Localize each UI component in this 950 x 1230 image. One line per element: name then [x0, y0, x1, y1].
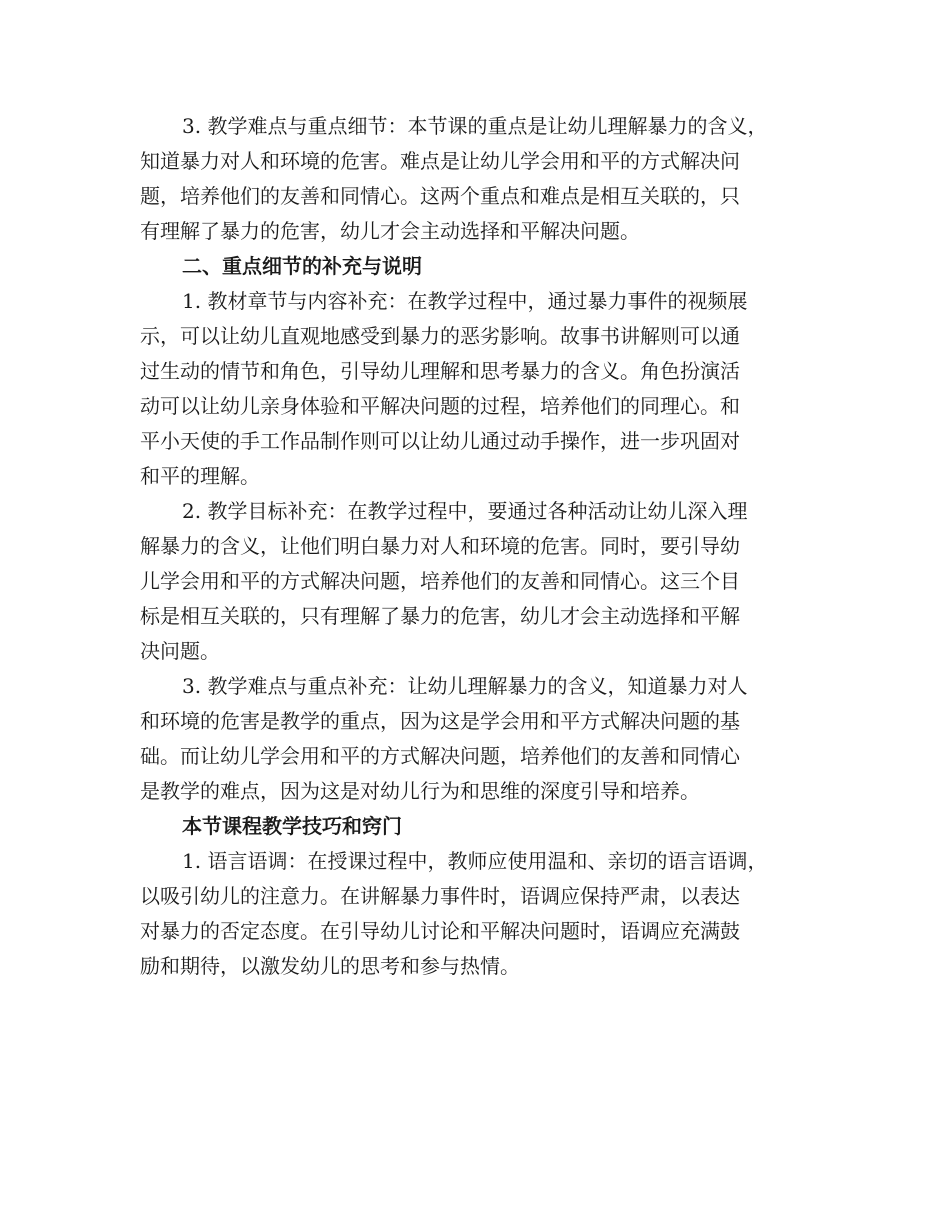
paragraph-materials-supplement: [140, 284, 816, 494]
paragraph-line: 标是相互关联的，只有理解了暴力的危害，幼儿才会主动选择和平解: [140, 604, 740, 628]
paragraph-line: 3. 教学难点与重点补充：让幼儿理解暴力的含义，知道暴力对人: [182, 674, 748, 698]
paragraph-line: 题，培养他们的友善和同情心。这两个重点和难点是相互关联的，只: [140, 184, 740, 208]
paragraph-line: 是教学的难点，因为这是对幼儿行为和思维的深度引导和培养。: [140, 779, 700, 803]
paragraph-line: 和平的理解。: [140, 464, 260, 488]
paragraph-line: 和环境的危害是教学的重点，因为这是学会用和平方式解决问题的基: [140, 709, 740, 733]
paragraph-goals-supplement: [140, 494, 816, 669]
paragraph-line: 平小天使的手工作品制作则可以让幼儿通过动手操作，进一步巩固对: [140, 429, 740, 453]
paragraph-line: 有理解了暴力的危害，幼儿才会主动选择和平解决问题。: [140, 219, 640, 243]
section-heading-supplement: 二、重点细节的补充与说明: [182, 254, 422, 278]
paragraph-line: 励和期待，以激发幼儿的思考和参与热情。: [140, 954, 520, 978]
paragraph-line: 动可以让幼儿亲身体验和平解决问题的过程，培养他们的同理心。和: [140, 394, 740, 418]
section-heading-techniques: 本节课程教学技巧和窍门: [182, 814, 402, 838]
paragraph-line: 知道暴力对人和环境的危害。难点是让幼儿学会用和平的方式解决问: [140, 149, 740, 173]
paragraph-line: 础。而让幼儿学会用和平的方式解决问题，培养他们的友善和同情心: [140, 744, 740, 768]
paragraph-line: 2. 教学目标补充：在教学过程中，要通过各种活动让幼儿深入理: [182, 499, 748, 523]
paragraph-line: 1. 语言语调：在授课过程中，教师应使用温和、亲切的语言语调，: [182, 849, 768, 873]
paragraph-line: 过生动的情节和角色，引导幼儿理解和思考暴力的含义。角色扮演活: [140, 359, 740, 383]
paragraph-line: 以吸引幼儿的注意力。在讲解暴力事件时，语调应保持严肃，以表达: [140, 884, 740, 908]
paragraph-line: 决问题。: [140, 639, 220, 663]
document-body: [140, 109, 816, 984]
paragraph-line: 解暴力的含义，让他们明白暴力对人和环境的危害。同时，要引导幼: [140, 534, 740, 558]
paragraph-line: 1. 教材章节与内容补充：在教学过程中，通过暴力事件的视频展: [182, 289, 748, 313]
paragraph-line: 儿学会用和平的方式解决问题，培养他们的友善和同情心。这三个目: [140, 569, 740, 593]
paragraph-line: 3. 教学难点与重点细节：本节课的重点是让幼儿理解暴力的含义，: [182, 114, 768, 138]
paragraph-line: 示，可以让幼儿直观地感受到暴力的恶劣影响。故事书讲解则可以通: [140, 324, 740, 348]
paragraph-line: 对暴力的否定态度。在引导幼儿讨论和平解决问题时，语调应充满鼓: [140, 919, 740, 943]
paragraph-language-tone: [140, 844, 816, 984]
paragraph-difficulty-details: [140, 109, 816, 249]
paragraph-difficulty-supplement: [140, 669, 816, 809]
